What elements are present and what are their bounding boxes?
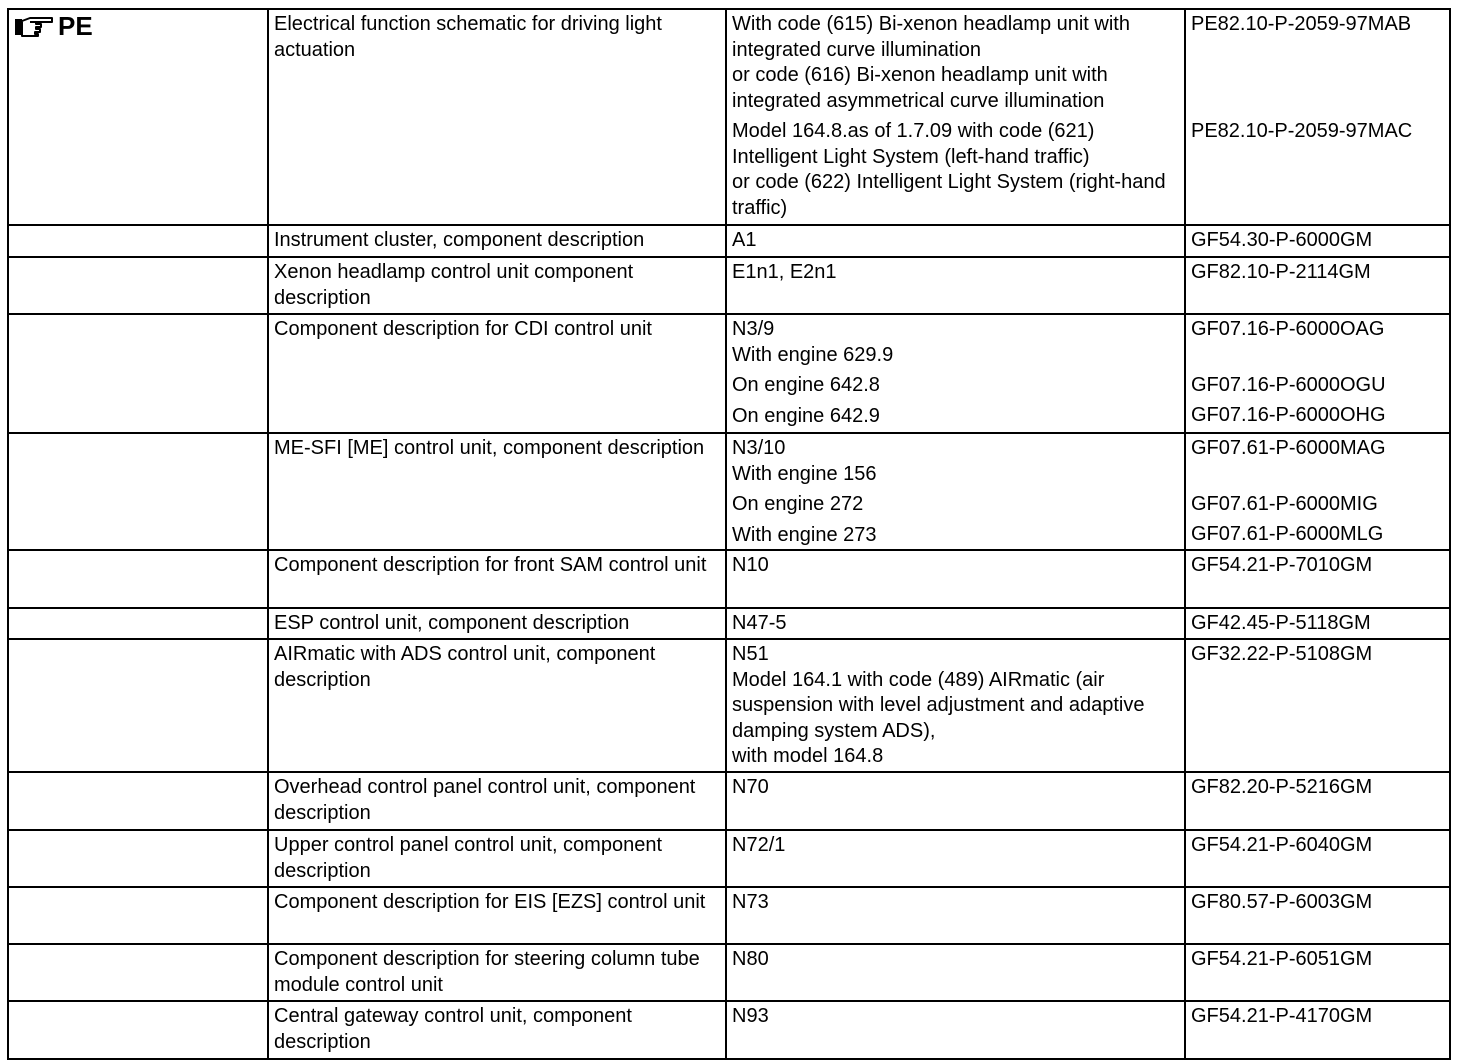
detail-cell <box>726 1001 1185 1059</box>
cell-text: Component description for EIS [EZS] control unit <box>274 891 706 913</box>
detail-cell <box>726 772 1185 830</box>
table-row <box>8 9 1450 225</box>
cell-text: With code (615) Bi-xenon headlamp unit with integrated curve illumination <box>732 13 1130 61</box>
cell-text: GF07.16-P-6000OAG <box>1191 318 1385 340</box>
description-cell <box>268 887 726 944</box>
reference-cell <box>1185 314 1450 433</box>
cell-text: GF80.57-P-6003GM <box>1191 891 1373 913</box>
cell-text: Model 164.8.as of 1.7.09 with code (621) Intelligent Light System (left-hand traffic) <box>732 120 1095 168</box>
table-row <box>8 944 1450 1001</box>
reference-cell <box>1185 550 1450 608</box>
cell-text: N72/1 <box>732 834 786 856</box>
reference-cell <box>1185 257 1450 314</box>
description-cell <box>268 257 726 314</box>
cell-text: On engine 642.9 <box>732 404 880 427</box>
lead-cell <box>8 1001 268 1059</box>
description-cell <box>268 830 726 887</box>
cell-text: with model 164.8 <box>732 745 884 767</box>
reference-cell <box>1185 225 1450 257</box>
cell-text: Instrument cluster, component description <box>274 229 645 251</box>
table-row <box>8 772 1450 830</box>
table-row <box>8 608 1450 639</box>
reference-cell <box>1185 887 1450 944</box>
cell-text: Overhead control panel control unit, component description <box>274 776 696 824</box>
cell-text: GF54.21-P-4170GM <box>1191 1005 1373 1027</box>
reference-cell <box>1185 639 1450 772</box>
description-cell <box>268 550 726 608</box>
lead-cell <box>8 772 268 830</box>
cell-text: ME-SFI [ME] control unit, component description <box>274 437 705 459</box>
cell-text: Xenon headlamp control unit component description <box>274 261 634 309</box>
cell-text: GF07.61-P-6000MAG <box>1191 437 1386 459</box>
reference-cell <box>1185 830 1450 887</box>
detail-cell <box>726 433 1185 550</box>
cell-text: With engine 156 <box>732 462 877 485</box>
description-cell <box>268 433 726 550</box>
cell-text: GF32.22-P-5108GM <box>1191 643 1373 665</box>
table-row <box>8 433 1450 550</box>
lead-cell <box>8 887 268 944</box>
description-cell <box>268 225 726 257</box>
cell-text: On engine 272 <box>732 493 864 515</box>
description-cell <box>268 608 726 639</box>
lead-label: PE <box>58 11 93 41</box>
description-cell <box>268 1001 726 1059</box>
detail-cell <box>726 944 1185 1001</box>
detail-cell <box>726 550 1185 608</box>
lead-cell <box>8 9 268 225</box>
reference-cell <box>1185 433 1450 550</box>
detail-cell <box>726 314 1185 433</box>
reference-cell <box>1185 772 1450 830</box>
table-row <box>8 225 1450 257</box>
cell-text: GF54.30-P-6000GM <box>1191 229 1373 251</box>
cell-text: N47-5 <box>732 612 787 634</box>
lead-cell <box>8 314 268 433</box>
cell-text: On engine 642.8 <box>732 374 880 396</box>
cell-text: With engine 629.9 <box>732 343 894 366</box>
table-row <box>8 639 1450 772</box>
cell-text: Component description for steering column tube module control unit <box>274 948 700 996</box>
cell-text: Electrical function schematic for driving light actuation <box>274 13 662 61</box>
detail-cell <box>726 257 1185 314</box>
cell-text: GF82.10-P-2114GM <box>1191 261 1371 283</box>
lead-cell <box>8 433 268 550</box>
cell-text: N10 <box>732 554 769 576</box>
cell-text: With engine 273 <box>732 523 877 546</box>
description-cell <box>268 314 726 433</box>
cell-text: or code (616) Bi-xenon headlamp unit with integrated asymmetrical curve illumination <box>732 64 1108 112</box>
reference-cell <box>1185 9 1450 225</box>
table-row <box>8 257 1450 314</box>
cell-text: Component description for front SAM control unit <box>274 554 707 576</box>
lead-cell <box>8 944 268 1001</box>
pointing-hand-icon <box>14 13 54 39</box>
table-row <box>8 830 1450 887</box>
cell-text: PE82.10-P-2059-97MAB <box>1191 13 1412 35</box>
description-cell <box>268 944 726 1001</box>
cell-text: GF54.21-P-6051GM <box>1191 948 1373 970</box>
cell-text: GF07.61-P-6000MIG <box>1191 492 1378 515</box>
table-row <box>8 887 1450 944</box>
cell-text: PE82.10-P-2059-97MAC <box>1191 119 1413 142</box>
cell-text: A1 <box>732 229 757 251</box>
lead-cell <box>8 639 268 772</box>
detail-cell <box>726 225 1185 257</box>
cell-text: GF07.61-P-6000MLG <box>1191 523 1384 545</box>
cell-text: N51 <box>732 643 769 665</box>
cell-text: or code (622) Intelligent Light System (right-hand traffic) <box>732 171 1166 219</box>
cell-text: GF54.21-P-6040GM <box>1191 834 1373 856</box>
cell-text: N73 <box>732 891 769 913</box>
cell-text: GF42.45-P-5118GM <box>1191 612 1371 634</box>
lead-cell <box>8 830 268 887</box>
cell-text: Model 164.1 with code (489) AIRmatic (air suspension with level adjustment and adaptive damping system ADS), <box>732 668 1145 742</box>
cell-text: N93 <box>732 1005 769 1027</box>
description-cell <box>268 772 726 830</box>
reference-cell <box>1185 1001 1450 1059</box>
detail-cell <box>726 639 1185 772</box>
table-row <box>8 1001 1450 1059</box>
lead-cell <box>8 608 268 639</box>
cell-text: GF07.16-P-6000OGU <box>1191 373 1386 396</box>
detail-cell <box>726 9 1185 225</box>
cell-text: N3/10 <box>732 437 786 459</box>
cell-text: GF07.16-P-6000OHG <box>1191 404 1386 426</box>
cell-text: N70 <box>732 776 769 798</box>
description-cell <box>268 639 726 772</box>
cell-text: GF82.20-P-5216GM <box>1191 776 1373 798</box>
cell-text: ESP control unit, component description <box>274 612 630 634</box>
detail-cell <box>726 830 1185 887</box>
table-row <box>8 314 1450 433</box>
cell-text: N80 <box>732 948 769 970</box>
table-row <box>8 550 1450 608</box>
reference-cell <box>1185 944 1450 1001</box>
cell-text: GF54.21-P-7010GM <box>1191 554 1373 576</box>
cell-text: E1n1, E2n1 <box>732 261 837 283</box>
detail-cell <box>726 608 1185 639</box>
cell-text: Upper control panel control unit, component description <box>274 834 663 882</box>
description-cell <box>268 9 726 225</box>
lead-cell <box>8 550 268 608</box>
lead-cell <box>8 257 268 314</box>
detail-cell <box>726 887 1185 944</box>
cell-text: AIRmatic with ADS control unit, component description <box>274 643 656 691</box>
lead-cell <box>8 225 268 257</box>
reference-table <box>7 8 1451 1060</box>
cell-text: N3/9 <box>732 318 775 340</box>
cell-text: Central gateway control unit, component description <box>274 1005 632 1053</box>
cell-text: Component description for CDI control unit <box>274 318 652 340</box>
reference-cell <box>1185 608 1450 639</box>
